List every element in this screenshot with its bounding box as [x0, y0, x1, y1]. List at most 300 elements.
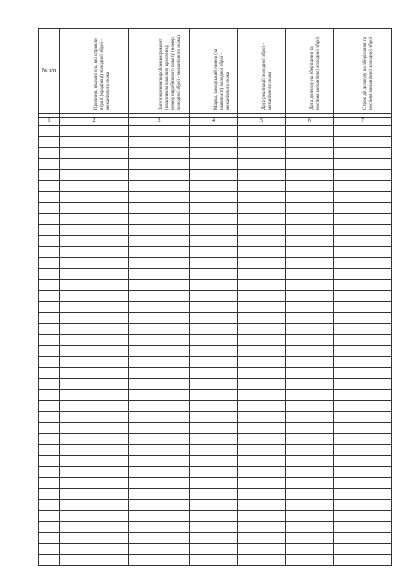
table-cell	[238, 126, 286, 137]
table-cell	[286, 544, 334, 555]
table-cell	[286, 214, 334, 225]
table-cell	[190, 269, 238, 280]
table-cell	[190, 500, 238, 511]
table-cell	[190, 368, 238, 379]
table-cell	[238, 478, 286, 489]
table-cell	[129, 203, 190, 214]
table-cell	[334, 478, 392, 489]
table-cell	[60, 357, 129, 368]
table-cell	[129, 258, 190, 269]
table-cell	[39, 346, 60, 357]
table-row	[39, 148, 392, 159]
table-cell	[286, 181, 334, 192]
table-cell	[238, 544, 286, 555]
table-cell	[190, 137, 238, 148]
table-cell	[286, 478, 334, 489]
table-cell	[60, 522, 129, 533]
table-cell	[286, 456, 334, 467]
table-cell	[286, 511, 334, 522]
table-cell	[238, 247, 286, 258]
table-cell	[286, 412, 334, 423]
table-row	[39, 368, 392, 379]
table-cell	[334, 225, 392, 236]
table-cell	[60, 126, 129, 137]
table-cell	[190, 192, 238, 203]
table-cell	[286, 500, 334, 511]
table-cell	[238, 500, 286, 511]
table-cell	[238, 511, 286, 522]
table-cell	[129, 423, 190, 434]
table-cell	[286, 302, 334, 313]
table-cell	[129, 368, 190, 379]
table-cell	[60, 533, 129, 544]
table-cell	[60, 313, 129, 324]
table-cell	[238, 357, 286, 368]
table-cell	[334, 511, 392, 522]
table-row	[39, 423, 392, 434]
table-cell	[334, 269, 392, 280]
column-number: 4	[190, 118, 238, 126]
table-cell	[334, 291, 392, 302]
table-cell	[60, 368, 129, 379]
table-cell	[190, 401, 238, 412]
table-cell	[286, 467, 334, 478]
table-cell	[60, 302, 129, 313]
table-cell	[39, 434, 60, 445]
table-row	[39, 555, 392, 566]
table-cell	[39, 192, 60, 203]
table-cell	[190, 225, 238, 236]
table-cell	[334, 390, 392, 401]
table-cell	[334, 181, 392, 192]
table-cell	[238, 203, 286, 214]
table-cell	[286, 368, 334, 379]
table-cell	[286, 137, 334, 148]
table-cell	[60, 324, 129, 335]
table-cell	[190, 379, 238, 390]
table-cell	[238, 192, 286, 203]
table-row	[39, 456, 392, 467]
table-cell	[39, 412, 60, 423]
table-cell	[129, 170, 190, 181]
table-cell	[190, 423, 238, 434]
header-permit-date	[286, 29, 334, 114]
table-cell	[286, 335, 334, 346]
header-row	[39, 29, 392, 114]
table-row	[39, 544, 392, 555]
table-cell	[39, 280, 60, 291]
table-cell	[129, 137, 190, 148]
table-cell	[129, 544, 190, 555]
table-cell	[39, 467, 60, 478]
table-cell	[190, 159, 238, 170]
header-brand-text: Марка, заводський номер (за наявності) холодної зброї - механічного ножа	[213, 48, 231, 110]
table-cell	[190, 555, 238, 566]
table-cell	[190, 214, 238, 225]
table-cell	[334, 412, 392, 423]
table-cell	[286, 247, 334, 258]
table-cell	[286, 401, 334, 412]
table-cell	[190, 335, 238, 346]
header-row-number	[39, 29, 60, 114]
column-number: 2	[60, 118, 129, 126]
table-cell	[334, 159, 392, 170]
table-cell	[39, 456, 60, 467]
table-cell	[39, 148, 60, 159]
table-cell	[286, 192, 334, 203]
table-cell	[334, 324, 392, 335]
table-cell	[129, 357, 190, 368]
table-cell	[39, 170, 60, 181]
table-cell	[286, 225, 334, 236]
column-number: 1	[39, 118, 60, 126]
table-cell	[129, 390, 190, 401]
table-cell	[334, 456, 392, 467]
table-row	[39, 159, 392, 170]
table-cell	[129, 313, 190, 324]
table-cell	[286, 489, 334, 500]
table-cell	[286, 445, 334, 456]
table-cell	[238, 533, 286, 544]
table-row	[39, 412, 392, 423]
table-cell	[129, 148, 190, 159]
table-cell	[129, 533, 190, 544]
table-cell	[334, 445, 392, 456]
table-cell	[238, 225, 286, 236]
table-cell	[129, 302, 190, 313]
table-cell	[129, 225, 190, 236]
table-cell	[190, 324, 238, 335]
table-cell	[190, 522, 238, 533]
table-cell	[129, 445, 190, 456]
table-cell	[39, 390, 60, 401]
table-cell	[286, 324, 334, 335]
table-cell	[39, 291, 60, 302]
header-production-text: Заготовлення/вироблення/ремонт (власником власних креслень), номер виробничого пакету (номер холодної зброї - механічного ножа)	[159, 35, 182, 110]
table-cell	[286, 555, 334, 566]
table-cell	[190, 357, 238, 368]
table-cell	[238, 269, 286, 280]
table-cell	[334, 379, 392, 390]
table-cell	[60, 544, 129, 555]
table-cell	[190, 478, 238, 489]
table-row	[39, 478, 392, 489]
table-cell	[60, 456, 129, 467]
table-cell	[238, 137, 286, 148]
table-cell	[286, 148, 334, 159]
table-cell	[39, 500, 60, 511]
table-cell	[129, 247, 190, 258]
table-cell	[190, 247, 238, 258]
table-cell	[39, 423, 60, 434]
table-cell	[286, 313, 334, 324]
table-cell	[129, 181, 190, 192]
table-row	[39, 500, 392, 511]
table-cell	[129, 412, 190, 423]
table-cell	[190, 148, 238, 159]
table-cell	[60, 214, 129, 225]
table-row	[39, 324, 392, 335]
table-cell	[60, 225, 129, 236]
table-cell	[334, 280, 392, 291]
table-cell	[190, 346, 238, 357]
header-production	[129, 29, 190, 114]
table-cell	[39, 203, 60, 214]
table-cell	[39, 159, 60, 170]
table-row	[39, 291, 392, 302]
table-cell	[190, 544, 238, 555]
table-cell	[238, 401, 286, 412]
table-cell	[60, 500, 129, 511]
table-cell	[39, 236, 60, 247]
table-cell	[129, 434, 190, 445]
table-cell	[129, 236, 190, 247]
table-cell	[334, 313, 392, 324]
table-cell	[39, 269, 60, 280]
table-cell	[238, 159, 286, 170]
table-cell	[238, 423, 286, 434]
table-cell	[39, 445, 60, 456]
table-cell	[286, 434, 334, 445]
column-number: 3	[129, 118, 190, 126]
header-sale-date-text: Дата реалізації холодної зброї - механічного ножа	[261, 43, 273, 110]
column-number-row	[39, 118, 392, 126]
table-cell	[238, 346, 286, 357]
table-cell	[129, 478, 190, 489]
table-cell	[39, 214, 60, 225]
table-cell	[238, 324, 286, 335]
table-row	[39, 192, 392, 203]
table-cell	[39, 522, 60, 533]
table-cell	[334, 401, 392, 412]
table-row	[39, 181, 392, 192]
table-cell	[286, 522, 334, 533]
table-cell	[190, 533, 238, 544]
table-cell	[238, 456, 286, 467]
table-cell	[334, 346, 392, 357]
table-cell	[238, 555, 286, 566]
table-cell	[60, 236, 129, 247]
table-cell	[39, 478, 60, 489]
table-row	[39, 379, 392, 390]
table-row	[39, 258, 392, 269]
table-cell	[334, 555, 392, 566]
table-cell	[129, 555, 190, 566]
table-cell	[129, 269, 190, 280]
table-cell	[286, 126, 334, 137]
header-permit-term	[334, 29, 392, 114]
table-cell	[60, 269, 129, 280]
table-cell	[238, 258, 286, 269]
table-row	[39, 137, 392, 148]
table-cell	[190, 302, 238, 313]
table-cell	[129, 401, 190, 412]
table-row	[39, 269, 392, 280]
header-row-number-text: № з/п	[41, 67, 57, 74]
table-cell	[129, 379, 190, 390]
table-cell	[190, 203, 238, 214]
table-cell	[60, 401, 129, 412]
table-cell	[129, 500, 190, 511]
table-cell	[60, 434, 129, 445]
table-cell	[190, 456, 238, 467]
table-cell	[129, 489, 190, 500]
table-cell	[238, 379, 286, 390]
table-row	[39, 522, 392, 533]
table-cell	[286, 258, 334, 269]
table-cell	[39, 324, 60, 335]
table-cell	[190, 489, 238, 500]
table-cell	[238, 280, 286, 291]
table-cell	[60, 445, 129, 456]
table-cell	[129, 456, 190, 467]
table-cell	[238, 181, 286, 192]
table-cell	[286, 170, 334, 181]
table-cell	[334, 357, 392, 368]
table-cell	[129, 522, 190, 533]
table-cell	[60, 291, 129, 302]
table-cell	[60, 170, 129, 181]
table-cell	[286, 357, 334, 368]
table-cell	[39, 401, 60, 412]
header-reasons-text: Причини, вказані в/а, які сприяли втраті (крадіжці) холодної зброї - механічного ножа	[94, 38, 111, 110]
table-cell	[334, 544, 392, 555]
table-cell	[334, 258, 392, 269]
table-cell	[238, 412, 286, 423]
table-cell	[238, 368, 286, 379]
table-cell	[60, 390, 129, 401]
table-cell	[39, 555, 60, 566]
table-cell	[60, 379, 129, 390]
table-cell	[334, 148, 392, 159]
table-row	[39, 533, 392, 544]
column-number: 6	[286, 118, 334, 126]
table-cell	[39, 357, 60, 368]
table-cell	[60, 258, 129, 269]
table-cell	[238, 445, 286, 456]
table-cell	[39, 225, 60, 236]
table-cell	[286, 203, 334, 214]
table-cell	[286, 236, 334, 247]
table-row	[39, 236, 392, 247]
table-cell	[334, 335, 392, 346]
header-brand	[190, 29, 238, 114]
table-cell	[286, 533, 334, 544]
table-cell	[238, 148, 286, 159]
table-cell	[39, 544, 60, 555]
table-cell	[129, 214, 190, 225]
table-cell	[129, 192, 190, 203]
table-row	[39, 126, 392, 137]
table-cell	[60, 346, 129, 357]
table-row	[39, 390, 392, 401]
table-cell	[238, 291, 286, 302]
table-cell	[129, 324, 190, 335]
table-cell	[334, 467, 392, 478]
table-row	[39, 280, 392, 291]
header-sale-date	[238, 29, 286, 114]
table-cell	[60, 192, 129, 203]
table-cell	[60, 423, 129, 434]
table-cell	[334, 247, 392, 258]
table-cell	[190, 390, 238, 401]
table-row	[39, 489, 392, 500]
table-cell	[238, 313, 286, 324]
table-cell	[334, 423, 392, 434]
table-cell	[286, 280, 334, 291]
table-cell	[39, 489, 60, 500]
table-cell	[238, 434, 286, 445]
table-cell	[39, 302, 60, 313]
table-cell	[334, 214, 392, 225]
table-cell	[129, 159, 190, 170]
table-cell	[190, 126, 238, 137]
table-cell	[39, 335, 60, 346]
table-cell	[238, 214, 286, 225]
table-row	[39, 302, 392, 313]
table-cell	[39, 137, 60, 148]
table-cell	[190, 467, 238, 478]
table-cell	[39, 511, 60, 522]
table-cell	[60, 181, 129, 192]
table-cell	[334, 236, 392, 247]
table-cell	[238, 522, 286, 533]
table-cell	[190, 291, 238, 302]
table-cell	[334, 170, 392, 181]
table-cell	[60, 159, 129, 170]
header-reasons	[60, 29, 129, 114]
table-cell	[39, 313, 60, 324]
table-cell	[60, 478, 129, 489]
table-cell	[190, 445, 238, 456]
table-cell	[60, 335, 129, 346]
table-cell	[334, 137, 392, 148]
table-cell	[129, 511, 190, 522]
table-cell	[39, 181, 60, 192]
table-cell	[190, 313, 238, 324]
table-cell	[190, 280, 238, 291]
table-cell	[286, 390, 334, 401]
table-cell	[60, 148, 129, 159]
header-permit-term-text: Строк дії дозволу на зберігання та носіння механічної холодної зброї	[362, 36, 374, 110]
table-cell	[129, 280, 190, 291]
table-cell	[238, 302, 286, 313]
table-cell	[39, 533, 60, 544]
table-cell	[39, 126, 60, 137]
table-cell	[334, 192, 392, 203]
table-row	[39, 434, 392, 445]
table-cell	[286, 291, 334, 302]
table-cell	[129, 467, 190, 478]
table-cell	[190, 412, 238, 423]
table-cell	[286, 269, 334, 280]
table-cell	[190, 236, 238, 247]
table-cell	[334, 203, 392, 214]
table-cell	[334, 533, 392, 544]
table-cell	[334, 126, 392, 137]
table-cell	[129, 335, 190, 346]
header-permit-date-text: Дата дозволу на зберігання та носіння механічної холодної зброї	[309, 36, 321, 110]
table-cell	[60, 247, 129, 258]
table-row	[39, 401, 392, 412]
table-cell	[334, 489, 392, 500]
column-number: 5	[238, 118, 286, 126]
table-cell	[60, 489, 129, 500]
table-cell	[39, 247, 60, 258]
table-row	[39, 445, 392, 456]
table-row	[39, 313, 392, 324]
table-cell	[60, 555, 129, 566]
